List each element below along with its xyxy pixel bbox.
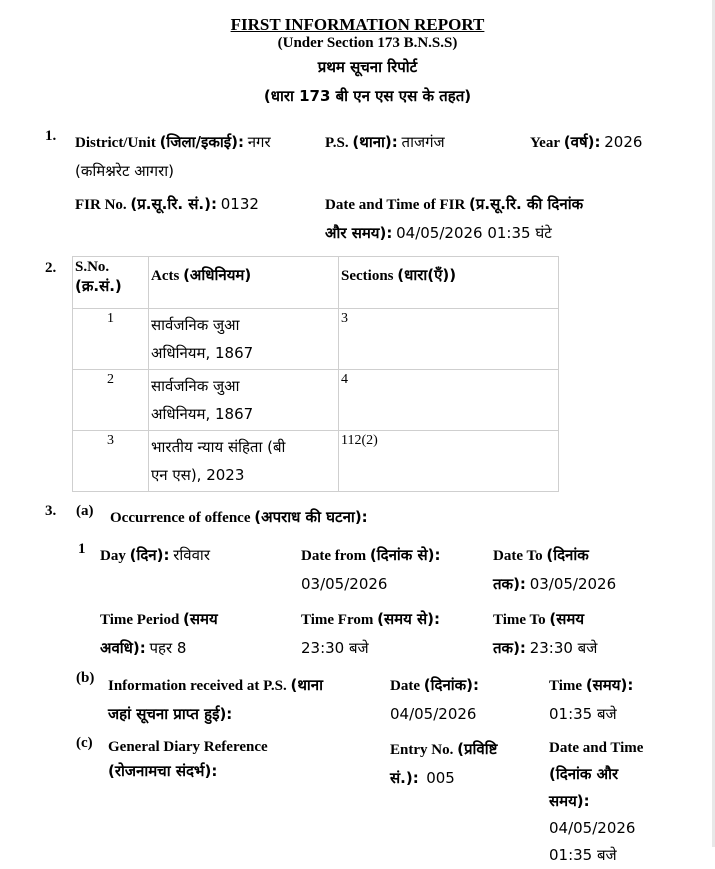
acts-header-hi: (अधिनियम)	[183, 266, 252, 284]
info-date-label-hi: (दिनांक):	[423, 676, 480, 694]
gd-datetime-value-time: 01:35 बजे	[549, 846, 617, 864]
fir-value: 0132	[220, 195, 259, 213]
day-field	[100, 541, 295, 570]
report-title-hindi: प्रथम सूचना रिपोर्ट	[317, 58, 418, 76]
time-to-label-hi2: तक):	[493, 639, 526, 657]
subsection-a-marker: (a)	[76, 503, 94, 519]
info-received-label-hi1: (थाना	[290, 676, 324, 694]
info-date-label-en: Date	[390, 678, 420, 694]
table-row	[73, 309, 559, 370]
gd-datetime-label-en: Date and Time	[549, 740, 644, 756]
occurrence-title	[110, 503, 368, 532]
row-act-line1: भारतीय न्याय संहिता (बी	[151, 438, 286, 456]
time-period-label-hi1: (समय	[183, 610, 218, 628]
time-from-label-hi: (समय से):	[377, 610, 440, 628]
row-section: 3	[339, 309, 559, 370]
info-time-label-hi: (समय):	[585, 676, 634, 694]
fir-datetime-label-hi1: (प्र.सू.रि. की दिनांक	[469, 195, 584, 213]
report-subtitle: (Under Section 173 B.N.S.S)	[277, 35, 458, 51]
sno-header	[73, 257, 149, 309]
info-received-field	[108, 671, 378, 729]
year-label-en: Year	[530, 135, 560, 151]
sno-header-hi: (क्र.सं.)	[75, 277, 122, 295]
time-period-label-hi2: अवधि):	[100, 639, 146, 657]
general-diary-label-en: General Diary Reference	[108, 739, 268, 755]
time-from-label-en: Time From	[301, 612, 374, 628]
entry-number-label-hi2: सं.):	[390, 769, 419, 787]
row-act-line2: एन एस), 2023	[151, 466, 245, 484]
acts-header-en: Acts	[151, 268, 180, 284]
occurrence-row-marker: 1	[78, 541, 86, 557]
sections-header	[339, 257, 559, 309]
gd-datetime-field	[549, 735, 709, 869]
time-to-value: 23:30 बजे	[529, 639, 598, 657]
section-number-2: 2.	[45, 260, 57, 276]
row-sno: 3	[73, 431, 149, 492]
row-act	[149, 431, 339, 492]
date-to-value: 03/05/2026	[529, 575, 617, 593]
row-section: 4	[339, 370, 559, 431]
row-act-line1: सार्वजनिक जुआ	[151, 377, 240, 395]
date-to-label-hi2: तक):	[493, 575, 526, 593]
ps-label-hi: (थाना):	[352, 133, 398, 151]
section-number-3: 3.	[45, 503, 57, 519]
district-label-hi: (जिला/इकाई):	[159, 133, 244, 151]
day-label-hi: (दिन):	[129, 546, 170, 564]
info-received-date-field	[390, 671, 540, 729]
district-field	[75, 128, 315, 186]
row-act-line2: अधिनियम, 1867	[151, 344, 254, 362]
general-diary-label-hi: (रोजनामचा संदर्भ):	[108, 762, 218, 780]
row-act	[149, 370, 339, 431]
entry-number-label-en: Entry No.	[390, 742, 454, 758]
time-from-field	[301, 605, 486, 663]
fir-number-field	[75, 190, 320, 219]
entry-number-label-hi1: (प्रविष्टि	[457, 740, 498, 758]
day-label-en: Day	[100, 548, 126, 564]
sections-header-hi: (धारा(एँ))	[397, 266, 457, 284]
table-row	[73, 370, 559, 431]
general-diary-field	[108, 735, 378, 784]
sections-header-en: Sections	[341, 268, 394, 284]
info-time-label-en: Time	[549, 678, 583, 694]
fir-datetime-value: 04/05/2026 01:35 घंटे	[396, 224, 552, 242]
section-number-1: 1.	[45, 128, 57, 144]
report-title: FIRST INFORMATION REPORT	[230, 15, 485, 34]
time-period-value: पहर 8	[149, 639, 187, 657]
table-row	[73, 431, 559, 492]
fir-label-en: FIR No.	[75, 197, 127, 213]
info-received-label-hi2: जहां सूचना प्राप्त हुई):	[108, 705, 233, 723]
time-to-field	[493, 605, 673, 663]
gd-datetime-value-date: 04/05/2026	[549, 819, 636, 837]
district-value: नगर	[247, 133, 271, 151]
year-field	[530, 128, 710, 157]
entry-number-field	[390, 735, 540, 793]
date-to-field	[493, 541, 673, 599]
date-from-field	[301, 541, 486, 599]
gd-datetime-label-hi2: समय):	[549, 792, 590, 810]
subsection-b-marker: (b)	[76, 670, 95, 686]
date-to-label-hi1: (दिनांक	[546, 546, 589, 564]
row-act	[149, 309, 339, 370]
date-from-value: 03/05/2026	[301, 575, 388, 593]
fir-label-hi: (प्र.सू.रि. सं.):	[130, 195, 217, 213]
row-sno: 1	[73, 309, 149, 370]
year-value: 2026	[604, 133, 643, 151]
info-date-value: 04/05/2026	[390, 705, 477, 723]
row-act-line1: सार्वजनिक जुआ	[151, 316, 240, 334]
district-value-line2: (कमिश्नरेट आगरा)	[75, 162, 174, 180]
info-time-value: 01:35 बजे	[549, 705, 617, 723]
occurrence-title-hi: (अपराध की घटना):	[254, 508, 368, 526]
fir-datetime-label-hi2: और समय):	[325, 224, 393, 242]
row-section: 112(2)	[339, 431, 559, 492]
acts-table-header	[73, 257, 559, 309]
acts-header	[149, 257, 339, 309]
report-subtitle-hindi: (धारा 173 बी एन एस एस के तहत)	[263, 87, 472, 105]
gd-datetime-label-hi1: (दिनांक और	[549, 765, 619, 783]
subsection-c-marker: (c)	[76, 735, 93, 751]
time-period-field	[100, 605, 295, 663]
ps-label-en: P.S.	[325, 135, 349, 151]
year-label-hi: (वर्ष):	[563, 133, 601, 151]
fir-datetime-field	[325, 190, 665, 248]
info-received-time-field	[549, 671, 699, 729]
ps-value: ताजगंज	[401, 133, 445, 151]
day-value: रविवार	[173, 546, 210, 564]
row-act-line2: अधिनियम, 1867	[151, 405, 254, 423]
date-from-label-hi: (दिनांक से):	[369, 546, 441, 564]
acts-table	[72, 256, 559, 492]
time-from-value: 23:30 बजे	[301, 639, 369, 657]
district-label-en: District/Unit	[75, 135, 156, 151]
time-to-label-hi1: (समय	[549, 610, 585, 628]
ps-field	[325, 128, 525, 157]
date-from-label-en: Date from	[301, 548, 367, 564]
time-to-label-en: Time To	[493, 612, 546, 628]
entry-number-value: 005	[426, 769, 455, 787]
occurrence-title-en: Occurrence of offence	[110, 510, 251, 526]
sno-header-en: S.No.	[75, 259, 110, 275]
fir-datetime-label-en: Date and Time of FIR	[325, 197, 466, 213]
date-to-label-en: Date To	[493, 548, 543, 564]
info-received-label-en: Information received at P.S.	[108, 678, 287, 694]
time-period-label-en: Time Period	[100, 612, 180, 628]
row-sno: 2	[73, 370, 149, 431]
